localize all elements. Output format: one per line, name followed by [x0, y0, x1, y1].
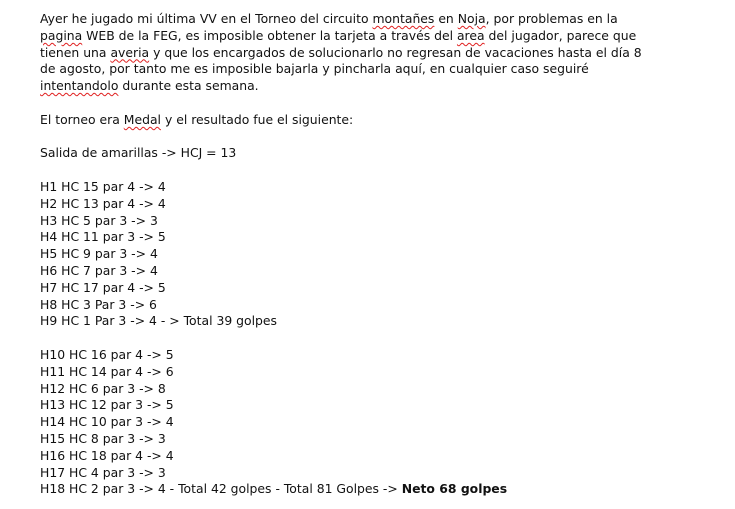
hole-line: H12 HC 6 par 3 -> 8	[40, 380, 166, 396]
text-run: Ayer he jugado mi última VV en el Torneo del circuito	[40, 11, 373, 26]
intro-line-2	[40, 28, 720, 45]
blank-line	[40, 129, 720, 146]
final-hole-line	[40, 481, 720, 498]
blank-line	[40, 95, 720, 112]
intro-line-5	[40, 78, 720, 95]
document-body	[40, 11, 720, 498]
text-run: WEB de la FEG, es imposible obtener la tarjeta a través del	[82, 27, 457, 43]
hole-line: H14 HC 10 par 3 -> 4	[40, 414, 174, 430]
hole-line: H10 HC 16 par 4 -> 5	[40, 346, 174, 362]
intro-line-3	[40, 45, 720, 62]
hole-line: H5 HC 9 par 3 -> 4	[40, 246, 158, 262]
hole-line: H16 HC 18 par 4 -> 4	[40, 447, 174, 463]
blank-line	[40, 330, 720, 347]
hole-line: H8 HC 3 Par 3 -> 6	[40, 296, 157, 312]
hole-line: H4 HC 11 par 3 -> 5	[40, 229, 166, 245]
intro-line-4: de agosto, por tanto me es imposible bajarla y pincharla aquí, en cualquier caso seguiré	[40, 61, 589, 77]
hole-line: H2 HC 13 par 4 -> 4	[40, 195, 166, 211]
intro-paragraph	[40, 11, 720, 95]
text-run: y el resultado fue el siguiente:	[161, 111, 354, 127]
intro-line-1	[40, 11, 720, 28]
hole-line: H13 HC 12 par 3 -> 5	[40, 397, 174, 413]
tee-handicap-line: Salida de amarillas -> HCJ = 13	[40, 145, 237, 161]
text-run: y que los encargados de solucionarlo no regresan de vacaciones hasta el día 8	[149, 44, 642, 60]
misspelled-word: montañes	[372, 11, 435, 26]
misspelled-word: intentandolo	[40, 78, 119, 94]
hole-line: H15 HC 8 par 3 -> 3	[40, 430, 166, 446]
hole-line: H1 HC 15 par 4 -> 4	[40, 178, 166, 194]
text-run: H18 HC 2 par 3 -> 4 - Total 42 golpes - Total 81 Golpes ->	[40, 481, 402, 497]
net-score: Neto 68 golpes	[401, 481, 508, 497]
hole-line: H17 HC 4 par 3 -> 3	[40, 464, 166, 480]
front-nine-list	[40, 179, 720, 330]
misspelled-word: area	[456, 27, 485, 43]
text-run: en	[434, 11, 458, 26]
hole-line: H11 HC 14 par 4 -> 6	[40, 363, 174, 379]
text-run: del jugador, parece que	[484, 27, 637, 43]
misspelled-word: Medal	[123, 111, 161, 127]
text-run: durante esta semana.	[118, 78, 259, 94]
misspelled-word: pagina	[40, 27, 83, 43]
tournament-format-line	[40, 112, 720, 129]
misspelled-word: Noja	[457, 11, 486, 26]
hole-line: H3 HC 5 par 3 -> 3	[40, 212, 158, 228]
text-run: , por problemas en la	[485, 11, 618, 26]
text-run: El torneo era	[40, 111, 124, 127]
misspelled-word: averia	[110, 44, 150, 60]
hole-line: H9 HC 1 Par 3 -> 4 - > Total 39 golpes	[40, 313, 277, 329]
blank-line	[40, 162, 720, 179]
hole-line: H6 HC 7 par 3 -> 4	[40, 262, 158, 278]
back-nine-list	[40, 347, 720, 498]
text-run: tienen una	[40, 44, 111, 60]
hole-line: H7 HC 17 par 4 -> 5	[40, 279, 166, 295]
